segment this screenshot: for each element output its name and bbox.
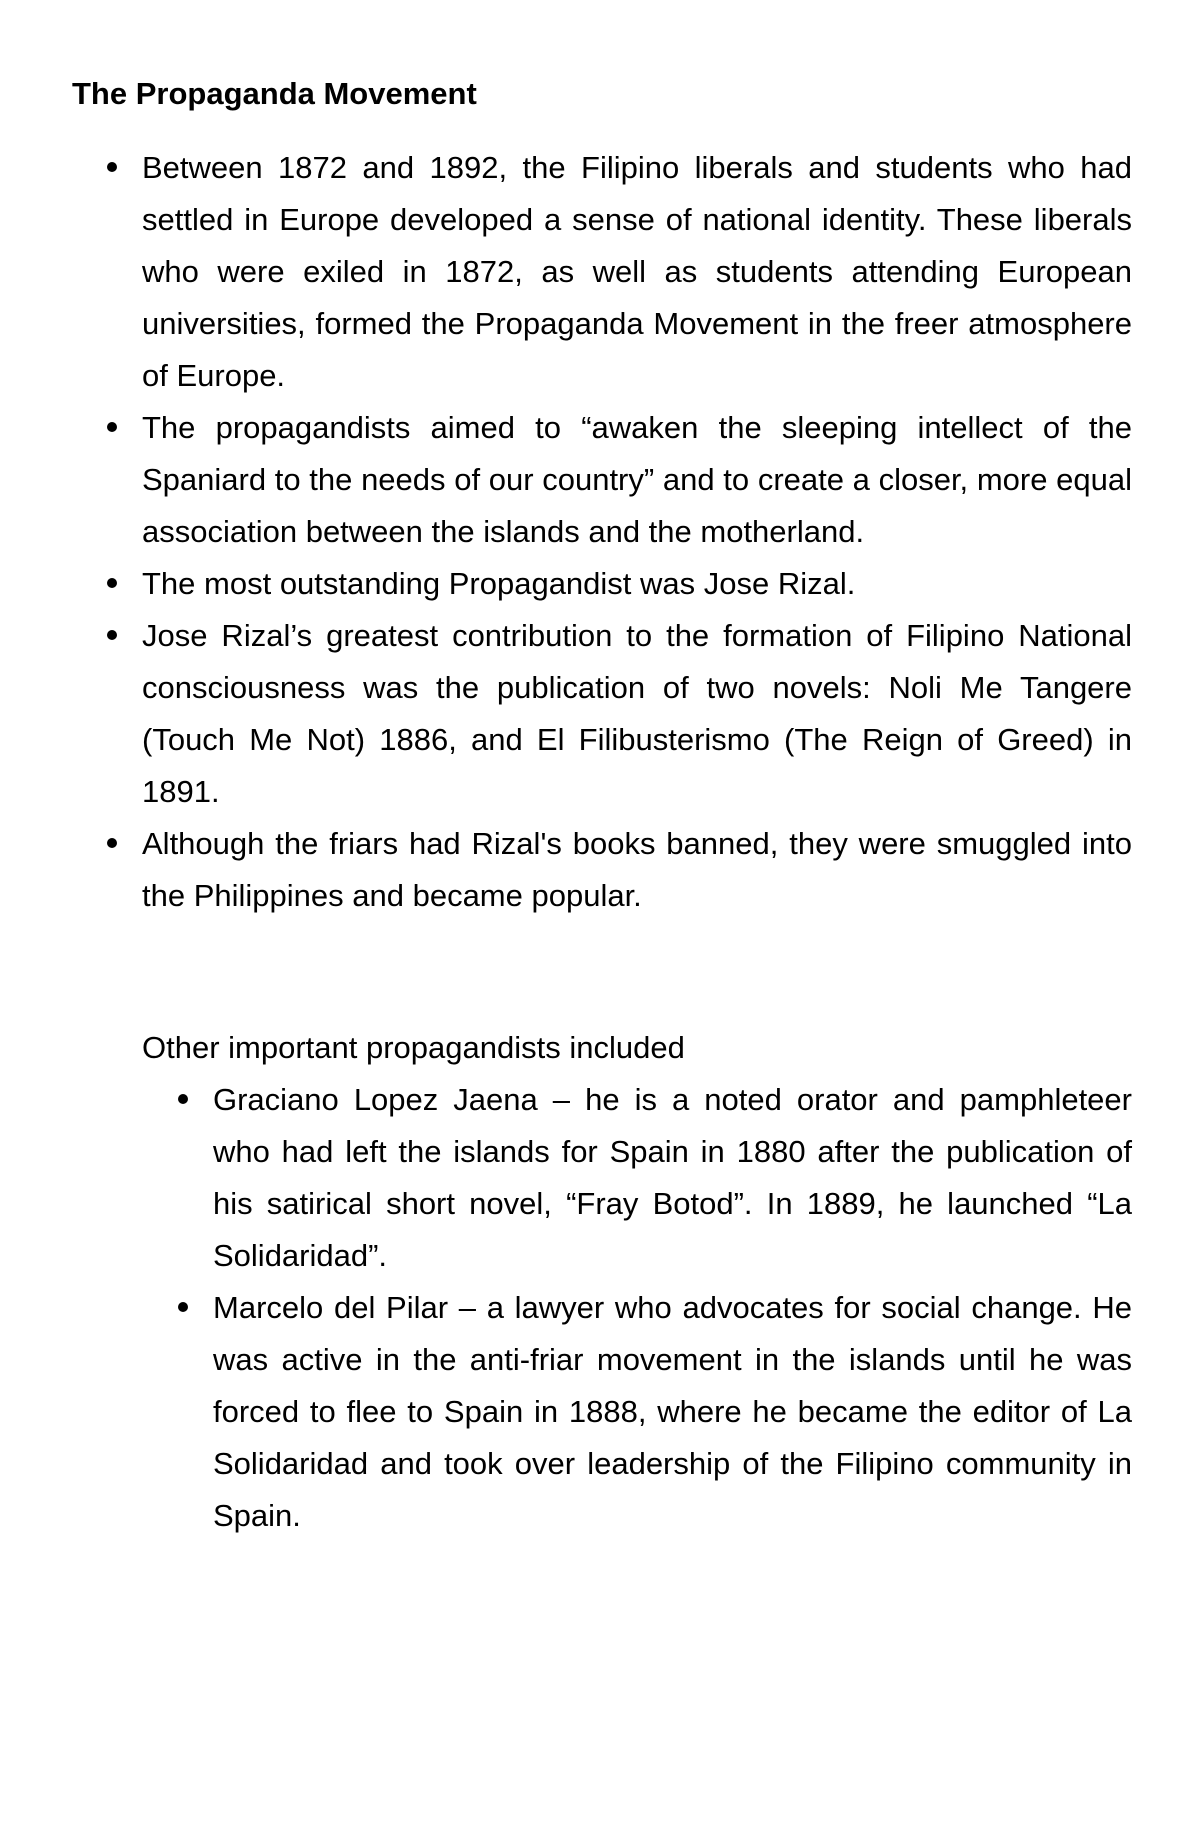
- bullet-icon: [107, 838, 117, 848]
- list-item: [142, 1074, 1132, 1282]
- bullet-icon: [107, 422, 117, 432]
- list-item-text: The most outstanding Propagandist was Jose Rizal.: [142, 566, 856, 601]
- main-bullet-list: [72, 142, 1132, 922]
- bullet-icon: [107, 578, 117, 588]
- list-item: [72, 818, 1132, 922]
- list-item: [72, 402, 1132, 558]
- list-item-text: The propagandists aimed to “awaken the sleeping intellect of the Spaniard to the needs of our country” and to create a closer, more equal association between the islands and the motherland.: [142, 410, 1132, 549]
- bullet-icon: [107, 630, 117, 640]
- list-item-text: Graciano Lopez Jaena – he is a noted orator and pamphleteer who had left the islands for Spain in 1880 after the publication of his satirical short novel, “Fray Botod”. In 1889, he launched “La Solidaridad”.: [213, 1082, 1132, 1273]
- bullet-icon: [178, 1302, 188, 1312]
- list-item: [142, 1282, 1132, 1542]
- bullet-icon: [107, 162, 117, 172]
- list-item: [72, 558, 1132, 610]
- list-item-text: Although the friars had Rizal's books banned, they were smuggled into the Philippines and became popular.: [142, 826, 1132, 913]
- bullet-icon: [178, 1094, 188, 1104]
- sub-bullet-list: [142, 1074, 1132, 1542]
- list-item: [72, 142, 1132, 402]
- list-item-text: Marcelo del Pilar – a lawyer who advocates for social change. He was active in the anti-friar movement in the islands until he was forced to flee to Spain in 1888, where he became the editor of La Solidaridad and took over leadership of the Filipino community in Spain.: [213, 1290, 1132, 1533]
- list-item-text: Jose Rizal’s greatest contribution to the formation of Filipino National consciousness was the publication of two novels: Noli Me Tangere (Touch Me Not) 1886, and El Filibusterismo (The Reign of Greed) in 1891.: [142, 618, 1132, 809]
- list-item: [72, 610, 1132, 818]
- other-propagandists-heading: Other important propagandists included: [142, 1030, 685, 1065]
- list-item-text: Between 1872 and 1892, the Filipino liberals and students who had settled in Europe developed a sense of national identity. These liberals who were exiled in 1872, as well as students attending European universities, formed the Propaganda Movement in the freer atmosphere of Europe.: [142, 150, 1132, 393]
- page-title: The Propaganda Movement: [72, 76, 477, 111]
